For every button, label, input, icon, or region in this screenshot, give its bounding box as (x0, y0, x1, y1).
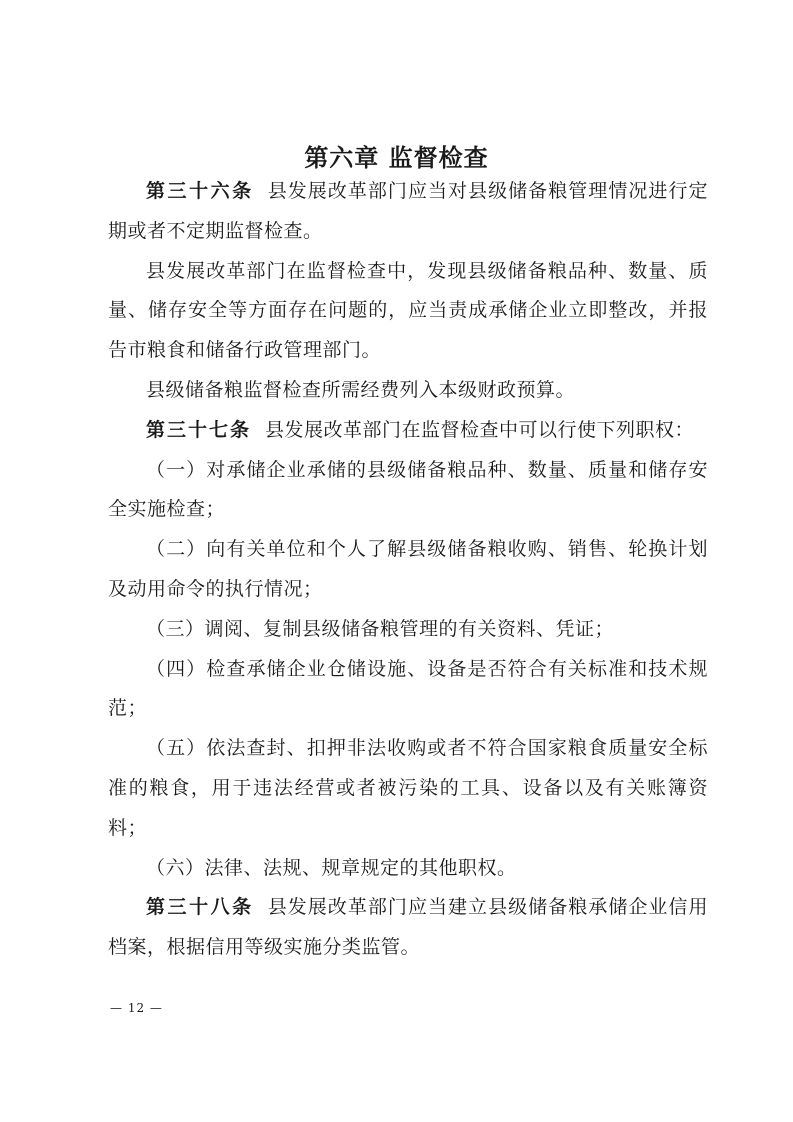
article-38-number: 第三十八条 (146, 896, 254, 919)
article-37-number: 第三十七条 (146, 418, 252, 441)
article-37-para-1 (108, 411, 708, 451)
article-36-para-3: 县级储备粮监督检查所需经费列入本级财政预算。 (146, 378, 576, 401)
article-36-para-2: 县发展改革部门在监督检查中，发现县级储备粮品种、数量、质量、储存安全等方面存在问题的，应当责成承储企业立即整改，并报告市粮食和储备行政管理部门。 (108, 259, 708, 362)
article-37-item-6: （六）法律、法规、规章规定的其他职权。 (146, 856, 517, 879)
article-37-text-1: 县发展改革部门在监督检查中可以行使下列职权： (265, 418, 695, 441)
article-37-item-2: （二）向有关单位和个人了解县级储备粮收购、销售、轮换计划及动用命令的执行情况； (108, 538, 708, 600)
article-37-item-1: （一）对承储企业承储的县级储备粮品种、数量、质量和储存安全实施检查； (108, 458, 708, 521)
article-38-text-1: 县发展改革部门应当建立县级储备粮承储企业信用档案，根据信用等级实施分类监管。 (108, 896, 708, 959)
article-36-text-1: 县发展改革部门应当对县级储备粮管理情况进行定期或者不定期监督检查。 (108, 180, 708, 242)
article-36-para-1 (108, 172, 708, 252)
chapter-title: 第六章 监督检查 (304, 144, 489, 172)
article-37-item-3: （三）调阅、复制县级储备粮管理的有关资料、凭证； (146, 617, 615, 640)
article-38-para-1 (108, 888, 708, 968)
article-body (108, 172, 708, 968)
article-37-item-5: （五）依法查封、扣押非法收购或者不符合国家粮食质量安全标准的粮食，用于违法经营或者被污染的工具、设备以及有关账簿资料； (108, 737, 708, 839)
article-36-number: 第三十六条 (146, 180, 254, 202)
article-37-item-4: （四）检查承储企业仓储设施、设备是否符合有关标准和技术规范； (108, 657, 708, 720)
page-number: — 12 — (110, 1001, 163, 1015)
